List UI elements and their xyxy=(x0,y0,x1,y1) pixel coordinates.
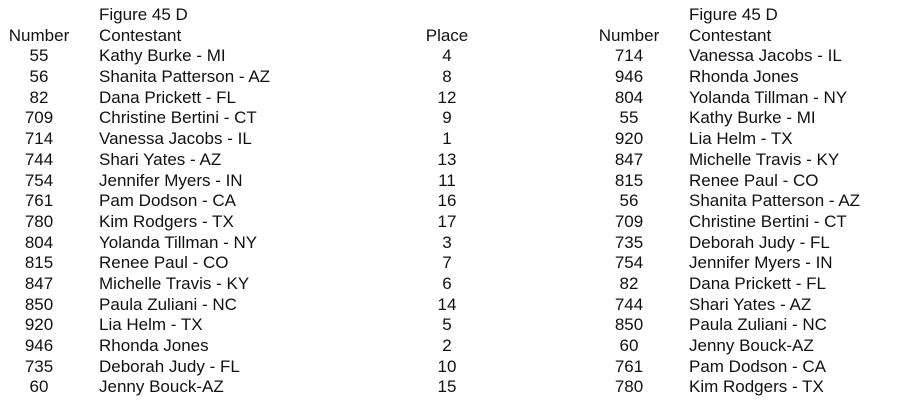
left-contestant-column xyxy=(99,5,399,398)
contestant-number-cell: 744 xyxy=(614,294,644,314)
contestant-number-cell: 780 xyxy=(24,211,54,231)
contestant-number-cell: 82 xyxy=(619,273,639,293)
place-cell: 3 xyxy=(442,232,452,252)
contestant-number-cell: 847 xyxy=(24,273,54,293)
left-number-rows xyxy=(0,46,78,398)
contestant-name-cell: Jenny Bouck-AZ xyxy=(689,336,814,355)
contestant-number-cell: 815 xyxy=(24,253,54,273)
contestant-number-cell: 847 xyxy=(614,149,644,169)
place-cell: 6 xyxy=(442,273,452,293)
contestant-name-cell: Kathy Burke - MI xyxy=(689,108,816,128)
contestant-number-cell: 754 xyxy=(614,253,644,273)
contestant-name-cell: Shari Yates - AZ xyxy=(99,149,222,169)
contestant-name-cell: Rhonda Jones xyxy=(99,336,209,355)
left-contestant-header: Contestant xyxy=(99,25,182,45)
contestant-name-cell: Jennifer Myers - IN xyxy=(689,253,833,273)
contestant-number-cell: 850 xyxy=(24,294,54,314)
right-number-column xyxy=(590,5,668,398)
right-figure-label: Figure 45 D xyxy=(689,5,778,24)
contestant-number-cell: 920 xyxy=(24,315,54,335)
contestant-number-cell: 55 xyxy=(619,108,639,128)
contestant-name-cell: Christine Bertini - CT xyxy=(99,108,257,128)
left-number-header: Number xyxy=(8,25,70,45)
contestant-name-cell: Kathy Burke - MI xyxy=(99,46,226,66)
place-cell: 1 xyxy=(442,129,452,149)
contestant-number-cell: 56 xyxy=(29,67,49,87)
contestant-name-cell: Lia Helm - TX xyxy=(689,129,793,149)
right-contestant-header: Contestant xyxy=(689,25,772,45)
contestant-number-cell: 754 xyxy=(24,170,54,190)
place-cell: 15 xyxy=(437,377,457,397)
contestant-number-cell: 60 xyxy=(619,336,639,355)
contestant-name-cell: Rhonda Jones xyxy=(689,67,799,87)
contestant-name-cell: Michelle Travis - KY xyxy=(689,149,840,169)
place-cell: 13 xyxy=(437,149,457,169)
left-contestant-rows xyxy=(99,46,399,398)
contestant-name-cell: Vanessa Jacobs - IL xyxy=(689,46,842,66)
contestant-name-cell: Deborah Judy - FL xyxy=(99,356,240,376)
spacer xyxy=(0,5,78,26)
contestant-number-cell: 714 xyxy=(614,46,644,66)
contestant-name-cell: Dana Prickett - FL xyxy=(99,87,236,107)
contestant-name-cell: Shanita Patterson - AZ xyxy=(689,191,861,211)
place-header: Place xyxy=(425,25,469,45)
right-contestant-rows xyxy=(689,46,900,398)
contestant-name-cell: Paula Zuliani - NC xyxy=(689,315,827,335)
place-rows xyxy=(408,46,486,398)
contestant-name-cell: Dana Prickett - FL xyxy=(689,273,826,293)
contestant-number-cell: 714 xyxy=(24,129,54,149)
place-cell: 14 xyxy=(437,294,457,314)
contestant-name-cell: Christine Bertini - CT xyxy=(689,211,847,231)
contestant-number-cell: 780 xyxy=(614,377,644,397)
spacer xyxy=(408,5,486,26)
right-contestant-column xyxy=(689,5,900,398)
contestant-name-cell: Shanita Patterson - AZ xyxy=(99,67,271,87)
contestant-number-cell: 946 xyxy=(24,336,54,355)
contestant-name-cell: Kim Rodgers - TX xyxy=(689,377,824,397)
contestant-number-cell: 850 xyxy=(614,315,644,335)
left-number-column xyxy=(0,5,78,398)
contestant-name-cell: Jennifer Myers - IN xyxy=(99,170,243,190)
place-column xyxy=(408,5,486,398)
contestant-name-cell: Pam Dodson - CA xyxy=(689,356,826,376)
contestant-number-cell: 815 xyxy=(614,170,644,190)
contestant-number-cell: 804 xyxy=(24,232,54,252)
place-cell: 8 xyxy=(442,67,452,87)
contestant-name-cell: Pam Dodson - CA xyxy=(99,191,236,211)
contestant-name-cell: Paula Zuliani - NC xyxy=(99,294,237,314)
contestant-number-cell: 735 xyxy=(24,356,54,376)
place-cell: 7 xyxy=(442,253,452,273)
place-cell: 11 xyxy=(438,170,456,190)
contestant-name-cell: Michelle Travis - KY xyxy=(99,273,250,293)
place-cell: 2 xyxy=(442,336,452,355)
contestant-name-cell: Renee Paul - CO xyxy=(689,170,819,190)
contestant-number-cell: 920 xyxy=(614,129,644,149)
contestant-number-cell: 60 xyxy=(29,377,49,397)
contestant-number-cell: 744 xyxy=(24,149,54,169)
contestant-name-cell: Shari Yates - AZ xyxy=(689,294,812,314)
contestant-name-cell: Vanessa Jacobs - IL xyxy=(99,129,252,149)
contestant-number-cell: 761 xyxy=(24,191,54,211)
contestant-number-cell: 804 xyxy=(614,87,644,107)
place-cell: 16 xyxy=(437,191,457,211)
contestant-name-cell: Kim Rodgers - TX xyxy=(99,211,234,231)
contestant-name-cell: Jenny Bouck-AZ xyxy=(99,377,224,397)
spacer xyxy=(590,5,668,26)
contestant-name-cell: Deborah Judy - FL xyxy=(689,232,830,252)
contestant-number-cell: 709 xyxy=(24,108,54,128)
left-figure-label: Figure 45 D xyxy=(99,5,188,24)
place-cell: 5 xyxy=(442,315,452,335)
contestant-number-cell: 761 xyxy=(614,356,644,376)
right-number-rows xyxy=(590,46,668,398)
place-cell: 17 xyxy=(437,211,457,231)
right-number-header: Number xyxy=(598,25,660,45)
contestant-number-cell: 735 xyxy=(614,232,644,252)
contestant-name-cell: Lia Helm - TX xyxy=(99,315,203,335)
contestant-number-cell: 82 xyxy=(29,87,49,107)
contestant-number-cell: 55 xyxy=(29,46,49,66)
contestant-number-cell: 56 xyxy=(619,191,639,211)
place-cell: 9 xyxy=(442,108,452,128)
contestant-name-cell: Renee Paul - CO xyxy=(99,253,229,273)
contestant-number-cell: 709 xyxy=(614,211,644,231)
place-cell: 12 xyxy=(437,87,457,107)
place-cell: 4 xyxy=(442,46,452,66)
contestant-name-cell: Yolanda Tillman - NY xyxy=(689,87,848,107)
place-cell: 10 xyxy=(437,356,457,376)
contestant-number-cell: 946 xyxy=(614,67,644,87)
contestant-name-cell: Yolanda Tillman - NY xyxy=(99,232,258,252)
